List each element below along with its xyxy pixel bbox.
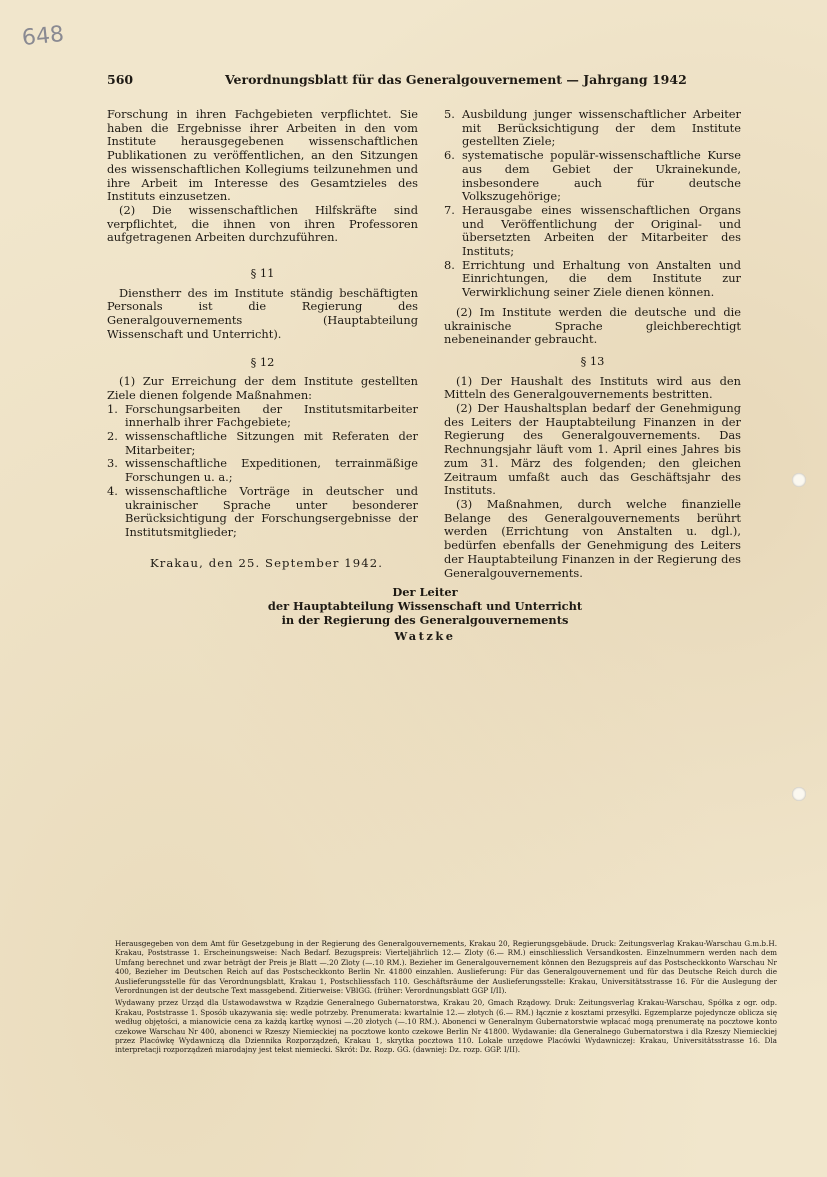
list-number: 5. bbox=[444, 107, 455, 121]
measures-list-continued bbox=[444, 108, 741, 300]
list-number: 6. bbox=[444, 148, 455, 163]
publication-footer bbox=[115, 939, 777, 1058]
list-number: 3. bbox=[107, 456, 118, 471]
paragraph: (2) Im Institute werden die deutsche und die ukrainische Sprache gleichberechtigt nebeneinander gebraucht. bbox=[444, 304, 741, 347]
margin-note: 648 bbox=[20, 21, 66, 52]
list-text: Ausbildung junger wissenschaftlicher Arbeiter mit Berücksichtigung der dem Institute gestellten Ziele; bbox=[462, 107, 741, 149]
list-item bbox=[444, 204, 741, 259]
signature-line: der Hauptabteilung Wissenschaft und Unterricht bbox=[267, 599, 583, 613]
section-heading: § 11 bbox=[250, 266, 275, 281]
list-text: Herausgabe eines wissenschaftlichen Organs und Veröffentlichung der Original- und übersetzten Arbeiten der Mitarbeiter des Instituts; bbox=[462, 202, 741, 259]
list-text: wissenschaftliche Vorträge in deutscher und ukrainischer Sprache unter besonderer Berücksichtigung der Forschungsergebnisse der Institutsmitglieder; bbox=[125, 483, 418, 539]
list-number: 7. bbox=[444, 202, 455, 217]
paragraph: (2) Der Haushaltsplan bedarf der Genehmigung des Leiters der Hauptabteilung Finanzen in der Regierung des Generalgouvernements. Das Rechnungsjahr läuft vom 1. April eines Jahres bis zum 31. März des folgenden; den gleichen Zeitraum umfaßt auch das Geschäftsjahr des Instituts. bbox=[444, 401, 741, 498]
list-text: Forschungsarbeiten der Institutsmitarbeiter innerhalb ihrer Fachgebiete; bbox=[125, 401, 418, 430]
signatory-name: Watzke bbox=[394, 629, 456, 643]
list-item bbox=[444, 259, 741, 300]
list-item bbox=[444, 149, 741, 204]
paragraph: Forschung in ihren Fachgebieten verpflichtet. Sie haben die Ergebnisse ihrer Arbeiten in den vom Institute herausgegebenen wissenschaftlichen Publikationen zu veröffentlichen, an den Sitzungen des wissenschaftlichen Kollegiums teilzunehmen und ihre Arbeit im Interesse des Gesamtzieles des Instituts einzusetzen. bbox=[107, 107, 418, 204]
footer-polish: Wydawany przez Urząd dla Ustawodawstwa w Rządzie Generalnego Gubernatorstwa, Krakau 20, Gmach Rządowy. Druk: Zeitungsverlag Krakau-Warschau, Spółka z ogr. odp. Krakau, Poststrasse 1. Sposób ukazywania się: wedle potrzeby. Prenumerata: kwartalnie 12.— złotych (6.— RM.) łącznie z kosztami przesyłki. Egzemplarze pojedyncze oblicza się według objętości, a mianowicie cena za każdą kartkę wynosi —.20 złotych (—.10 RM.). Abonenci w Generalnym Gubernatorstwie wpłacać mogą prenumeratę na pocztowe konto czekowe Warschau Nr 400, abonenci w Rzeszy Niemieckiej na pocztowe konto czekowe Berlin Nr 41800. Wydawanie: dla Generalnego Gubernatorstwa i dla Rzeszy Niemieckiej przez Placówkę Wydawniczą dla Dziennika Rozporządzeń, Krakau 1, skrytka pocztowa 110. Lokale urzędowe Placówki Wydawniczej: Krakau, Universitätsstrasse 16. Dla interpretacji rozporządzeń miarodajny jest tekst niemiecki. Skrót: Dz. Rozp. GG. (dawniej: Dz. rozp. GGP. I/II). bbox=[115, 998, 777, 1055]
list-item bbox=[444, 108, 741, 149]
signature-line: Der Leiter bbox=[392, 585, 458, 599]
list-item bbox=[107, 403, 418, 430]
list-number: 8. bbox=[444, 257, 455, 272]
list-number: 1. bbox=[107, 401, 118, 416]
list-text: wissenschaftliche Sitzungen mit Referaten der Mitarbeiter; bbox=[125, 429, 418, 457]
footer-german: Herausgegeben von dem Amt für Gesetzgebung in der Regierung des Generalgouvernements, Krakau 20, Regierungsgebäude. Druck: Zeitungsverlag Krakau-Warschau G.m.b.H. Krakau, Poststrasse 1. Erscheinungsweise: Nach Bedarf. Bezugspreis: Vierteljährlich 12.— Zloty (6.— RM.) einschliesslich Versandkosten. Einzelnummern werden nach dem Umfang berechnet und zwar beträgt der Preis je Blatt —.20 Zloty (—.10 RM.). Bezieher im Generalgouvernement können den Bezugspreis auf das Postscheckkonto Warschau Nr 400, Bezieher im Deutschen Reich auf das Postscheckkonto Berlin Nr. 41800 einzahlen. Auslieferung: Für das Generalgouvernement und für das Deutsche Reich durch die Auslieferungsstelle für das Verordnungsblatt, Krakau 1, Postschliessfach 110. Geschäftsräume der Auslieferungsstelle: Krakau, Universitätsstrasse 16. Für die Auslegung der Verordnungen ist der deutsche Text massgebend. Zitierweise: VBlGG. (früher: Verordnungsblatt GGP I/II). bbox=[115, 939, 777, 996]
list-number: 2. bbox=[107, 429, 118, 444]
list-text: Errichtung und Erhaltung von Anstalten und Einrichtungen, die dem Institute zur Verwirklichung seiner Ziele dienen können. bbox=[462, 257, 741, 300]
list-text: wissenschaftliche Expeditionen, terrainmäßige Forschungen u. a.; bbox=[125, 456, 418, 485]
left-column bbox=[107, 108, 418, 540]
punch-hole bbox=[792, 473, 806, 487]
date-line: Krakau, den 25. September 1942. bbox=[150, 556, 383, 570]
list-item bbox=[107, 430, 418, 457]
paragraph: (1) Zur Erreichung der dem Institute gestellten Ziele dienen folgende Maßnahmen: bbox=[107, 374, 418, 402]
measures-list bbox=[107, 403, 418, 540]
list-number: 4. bbox=[107, 483, 118, 498]
right-column bbox=[444, 108, 741, 580]
list-item bbox=[107, 485, 418, 540]
paragraph: (1) Der Haushalt des Instituts wird aus den Mitteln des Generalgouvernements bestritten. bbox=[444, 373, 741, 402]
signature-line: in der Regierung des Generalgouvernements bbox=[281, 613, 569, 627]
signature-block bbox=[230, 585, 620, 643]
paragraph: Dienstherr des im Institute ständig beschäftigten Personals ist die Regierung des Generalgouvernements (Hauptabteilung Wissenschaft und Unterricht). bbox=[107, 285, 418, 341]
section-heading: § 13 bbox=[580, 353, 605, 368]
page-number: 560 bbox=[107, 72, 134, 87]
list-item bbox=[107, 457, 418, 484]
header-title: Verordnungsblatt für das Generalgouvernement — Jahrgang 1942 bbox=[225, 72, 687, 87]
paragraph: (3) Maßnahmen, durch welche finanzielle Belange des Generalgouvernements berührt werden (Errichtung von Anstalten u. dgl.), bedürfen ebenfalls der Genehmigung des Leiters der Hauptabteilung Finanzen in der Regierung des Generalgouvernements. bbox=[444, 496, 741, 580]
paragraph: (2) Die wissenschaftlichen Hilfskräfte sind verpflichtet, die ihnen von ihren Professoren aufgetragenen Arbeiten durchzuführen. bbox=[107, 202, 418, 245]
section-heading: § 12 bbox=[250, 354, 275, 369]
list-text: systematische populär-wissenschaftliche Kurse aus dem Gebiet der Ukrainekunde, insbesondere auch für deutsche Volkszugehörige; bbox=[462, 148, 741, 204]
punch-hole bbox=[792, 787, 806, 801]
